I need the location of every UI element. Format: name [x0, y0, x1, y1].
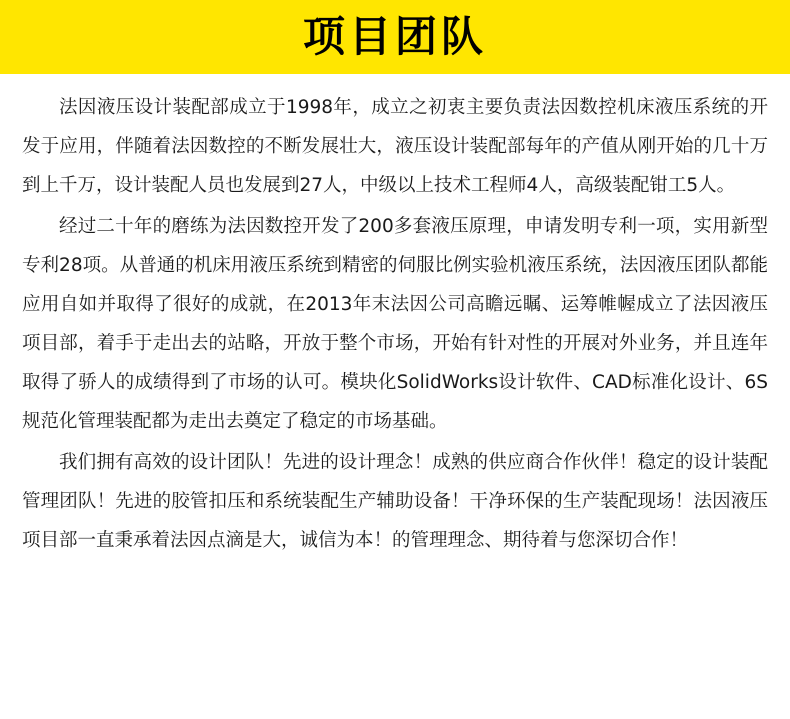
document-body — [0, 74, 790, 560]
page-title: 项目团队 — [302, 12, 487, 61]
page-header-banner — [0, 0, 790, 74]
paragraph: 我们拥有高效的设计团队！先进的设计理念！成熟的供应商合作伙伴！稳定的设计装配管理团队！先进的胶管扣压和系统装配生产辅助设备！干净环保的生产装配现场！法因液压项目部一直秉承着法因点滴是大，诚信为本！的管理理念、期待着与您深切合作！ — [22, 452, 768, 551]
paragraph: 法因液压设计装配部成立于1998年，成立之初衷主要负责法因数控机床液压系统的开发于应用，伴随着法因数控的不断发展壮大，液压设计装配部每年的产值从刚开始的几十万到上千万，设计装配人员也发展到27人，中级以上技术工程师4人，高级装配钳工5人。 — [22, 97, 768, 196]
paragraph: 经过二十年的磨练为法因数控开发了200多套液压原理，申请发明专利一项，实用新型专利28项。从普通的机床用液压系统到精密的伺服比例实验机液压系统，法因液压团队都能应用自如并取得了很好的成就，在2013年末法因公司高瞻远瞩、运筹帷幄成立了法因液压项目部，着手于走出去的站略，开放于整个市场，开始有针对性的开展对外业务，并且连年取得了骄人的成绩得到了市场的认可。模块化SolidWorks设计软件、CAD标准化设计、6S规范化管理装配都为走出去奠定了稳定的市场基础。 — [22, 216, 768, 432]
